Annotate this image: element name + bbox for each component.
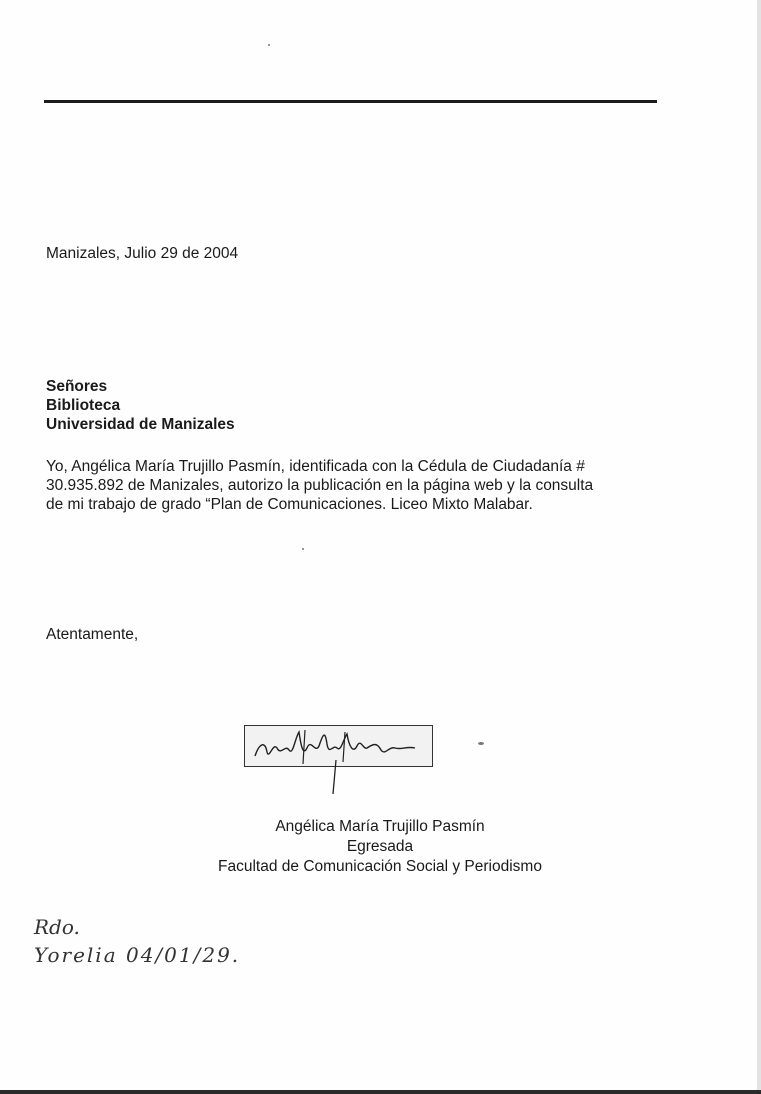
signer-block (130, 817, 630, 877)
scan-edge-right (757, 0, 761, 1094)
scan-edge-bottom (0, 1090, 761, 1094)
signer-faculty: Facultad de Comunicación Social y Periodismo (218, 858, 542, 875)
signature-tail (330, 760, 342, 796)
place-date: Manizales, Julio 29 de 2004 (46, 245, 239, 262)
handwritten-note (28, 910, 288, 980)
signer-name: Angélica María Trujillo Pasmín (275, 818, 485, 835)
addressee-line: Biblioteca (46, 397, 121, 414)
body-line: 30.935.892 de Manizales, autorizo la publicación en la página web y la consulta (46, 477, 594, 494)
handwritten-line: Yorelia 04/01/29. (34, 943, 241, 967)
authorization-paragraph (46, 457, 646, 514)
addressee-line: Universidad de Manizales (46, 416, 235, 433)
addressee-block (46, 377, 235, 434)
header-rule (44, 100, 657, 103)
scan-speck (268, 44, 270, 46)
addressee-line: Señores (46, 378, 108, 395)
closing: Atentamente, (46, 626, 139, 643)
scan-speck (478, 742, 484, 745)
handwritten-line: Rdo. (34, 915, 80, 939)
signer-role: Egresada (346, 838, 414, 855)
body-line: de mi trabajo de grado “Plan de Comunicaciones. Liceo Mixto Malabar. (46, 496, 533, 513)
scan-speck (302, 548, 304, 550)
body-line: Yo, Angélica María Trujillo Pasmín, identificada con la Cédula de Ciudadanía # (46, 458, 585, 475)
